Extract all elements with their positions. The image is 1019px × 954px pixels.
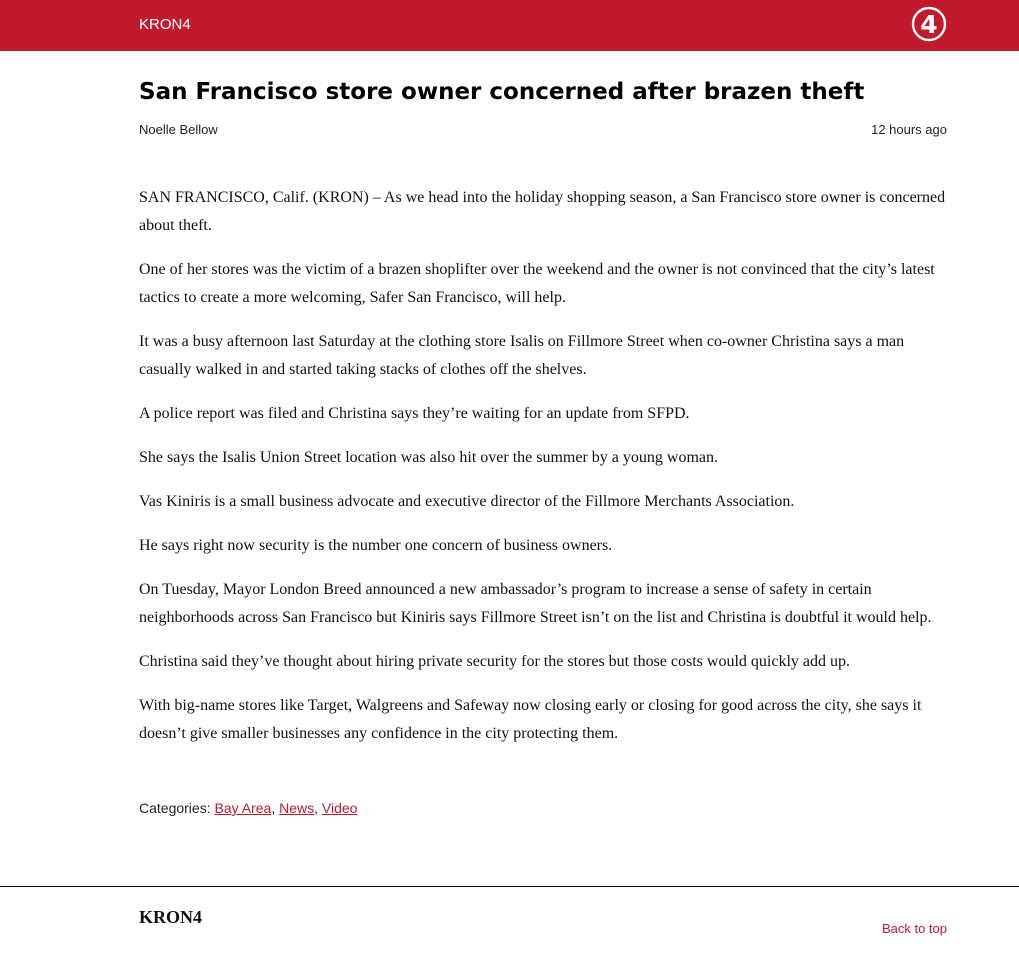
article-body bbox=[139, 184, 949, 764]
article-paragraph: With big-name stores like Target, Walgreens and Safeway now closing early or closing for good across the city, she says it doesn’t give smaller businesses any confidence in the city protecting them. bbox=[139, 697, 922, 742]
article-paragraph: She says the Isalis Union Street location was also hit over the summer by a young woman. bbox=[139, 449, 719, 466]
category-link-video[interactable]: Video bbox=[321, 800, 358, 816]
back-to-top-link[interactable]: Back to top bbox=[881, 921, 947, 936]
article-paragraph: SAN FRANCISCO, Calif. (KRON) – As we head into the holiday shopping season, a San Francisco store owner is concerned about theft. bbox=[139, 189, 946, 234]
article-paragraph: He says right now security is the number one concern of business owners. bbox=[139, 537, 613, 554]
article-paragraph: One of her stores was the victim of a brazen shoplifter over the weekend and the owner is not convinced that the city’s latest tactics to create a more welcoming, Safer San Francisco, will help. bbox=[139, 261, 935, 306]
article-paragraph: Vas Kiniris is a small business advocate and executive director of the Fillmore Merchants Association. bbox=[139, 493, 795, 510]
logo-glyph: 4 bbox=[920, 10, 938, 39]
article-timestamp: 12 hours ago bbox=[871, 122, 947, 137]
footer-brand[interactable]: KRON4 bbox=[139, 907, 202, 927]
categories-label: Categories: bbox=[139, 800, 211, 816]
kron4-channel-4-logo-icon[interactable] bbox=[911, 6, 947, 42]
article-categories bbox=[139, 800, 357, 816]
article-author: Noelle Bellow bbox=[139, 122, 218, 137]
category-link-bay-area[interactable]: Bay Area bbox=[214, 800, 272, 816]
site-header bbox=[0, 0, 1019, 51]
header-brand-link[interactable]: KRON4 bbox=[139, 16, 191, 33]
article-paragraph: A police report was filed and Christina says they’re waiting for an update from SFPD. bbox=[139, 405, 690, 422]
category-link-news[interactable]: News bbox=[279, 800, 315, 816]
article-paragraph: On Tuesday, Mayor London Breed announced a new ambassador’s program to increase a sense of safety in certain neighborhoods across San Francisco but Kiniris says Fillmore Street isn’t on the list and Christina is doubtful it would help. bbox=[139, 581, 932, 626]
article-title: San Francisco store owner concerned after brazen theft bbox=[139, 79, 865, 105]
footer-divider bbox=[0, 886, 1019, 887]
category-separator: , bbox=[271, 800, 276, 816]
category-separator: , bbox=[314, 800, 318, 816]
article-paragraph: It was a busy afternoon last Saturday at the clothing store Isalis on Fillmore Street when co-owner Christina says a man casually walked in and started taking stacks of clothes off the shelves. bbox=[139, 333, 905, 378]
article-paragraph: Christina said they’ve thought about hiring private security for the stores but those costs would quickly add up. bbox=[139, 653, 850, 670]
